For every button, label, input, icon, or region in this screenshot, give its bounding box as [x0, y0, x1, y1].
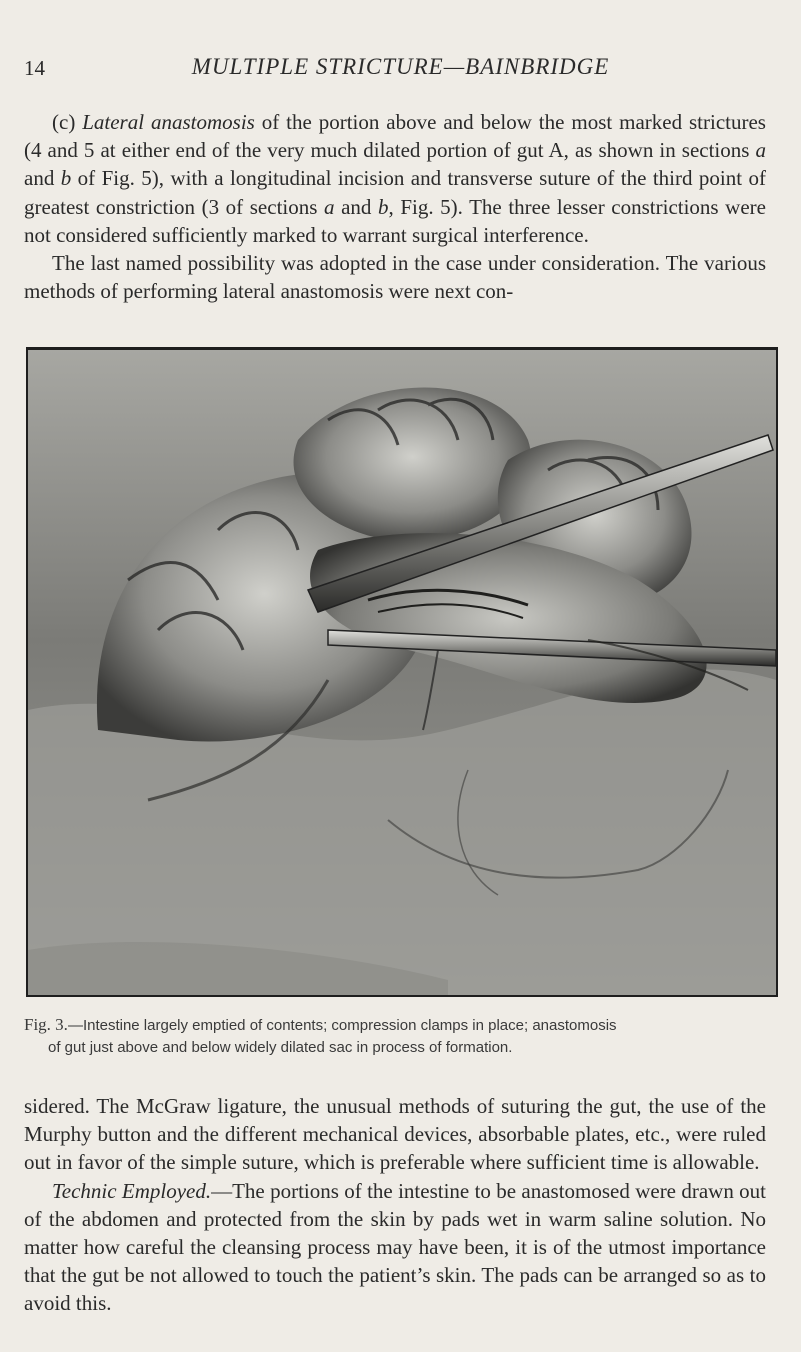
paragraph-title: Lateral anastomosis [82, 110, 255, 134]
text-run: —The portions of the intestine to be anastomosed were drawn out of the abdomen and protected from the skin by pads wet in warm saline solution. No matter how careful the cleansing process may have been, it is of the utmost importance that the gut be not allowed to touch the patient’s skin. The pads can be arranged so as to avoid this. [24, 1178, 766, 1316]
running-head: MULTIPLE STRICTURE—BAINBRIDGE [191, 54, 610, 79]
paragraph-technic [24, 1177, 766, 1318]
text-run: of the portion above and below the most marked strictures (4 and 5 at either end of the very much dilated portion of gut A, as shown in sections [24, 110, 766, 163]
text-run: and [24, 166, 61, 191]
paragraph-title: Technic Employed. [52, 1178, 212, 1203]
section-ref: a [755, 138, 766, 163]
paragraph-continued: sidered. The McGraw ligature, the unusual methods of suturing the gut, the use of the Murphy button and the different mechanical devices, absorbable plates, etc., were ruled out in favor of the simple suture, which is preferable where sufficient time is allowable. [24, 1094, 766, 1175]
text-run: , Fig. 5). The three lesser constrictions were not considered sufficiently marked to warrant surgical interference. [24, 194, 766, 247]
section-ref: b [60, 166, 72, 191]
figure-illustration [26, 347, 778, 997]
list-marker: (c) [52, 110, 83, 134]
text-run: and [334, 194, 378, 219]
figure-caption [24, 1014, 766, 1059]
intestine-drawing [28, 350, 776, 995]
page-number: 14 [24, 56, 45, 80]
section-ref: b [377, 194, 389, 219]
figure-label: Fig. 3. [24, 1015, 68, 1034]
top-text-block [24, 108, 766, 305]
bottom-text-block [24, 1092, 766, 1318]
text-run: of Fig. 5), with a longitudinal incision and transverse suture of the third point of greatest constriction (3 of sections [24, 166, 766, 219]
paragraph-lateral-anastomosis [24, 108, 766, 249]
caption-line-2: of gut just above and below widely dilated sac in process of formation. [48, 1039, 513, 1056]
caption-line-1: —Intestine largely emptied of contents; compression clamps in place; anastomosis [67, 1017, 617, 1034]
paragraph-possibility: The last named possibility was adopted in the case under consideration. The various methods of performing lateral anastomosis were next con- [24, 251, 766, 304]
section-ref: a [324, 194, 335, 219]
